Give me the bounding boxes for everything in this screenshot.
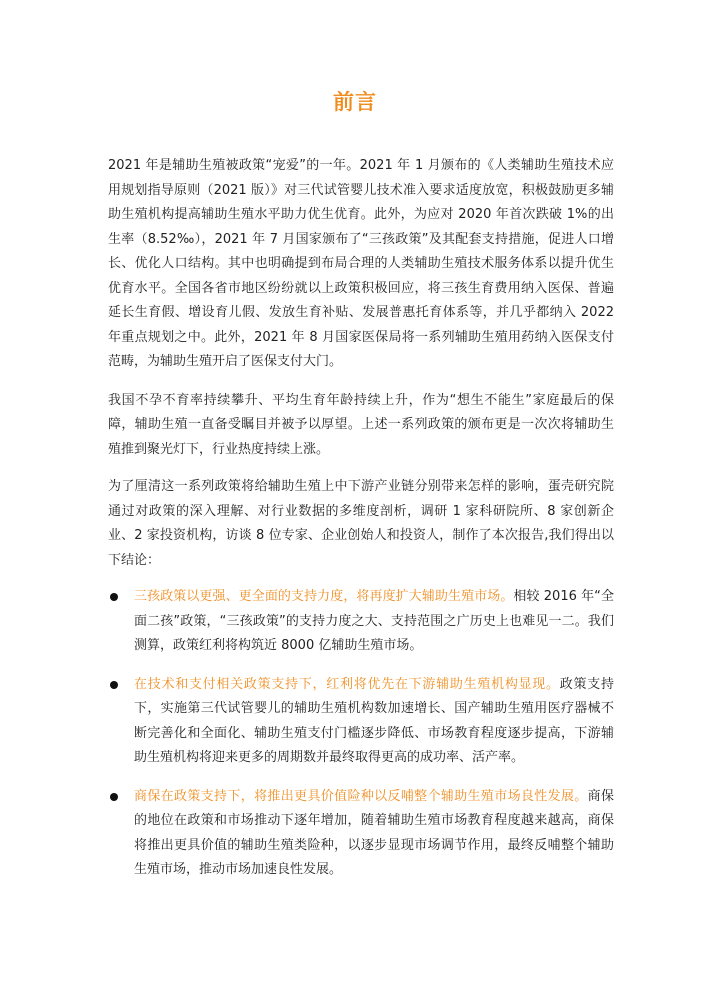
bullet-icon xyxy=(110,593,118,601)
conclusion-highlight: 在技术和支付相关政策支持下，红利将优先在下游辅助生殖机构显现。 xyxy=(134,676,560,692)
page-title: 前言 xyxy=(333,90,377,114)
conclusion-list xyxy=(108,585,614,883)
paragraph-market-background: 我国不孕不育率持续攀升、平均生育年龄持续上升，作为“想生不能生”家庭最后的保障，辅助生殖一直备受瞩目并被予以厚望。上述一系列政策的颁布更是一次次将辅助生殖推到聚光灯下，行业热度持续上涨。 xyxy=(108,392,614,457)
preface-body xyxy=(108,154,614,897)
paragraph-research-method: 为了厘清这一系列政策将给辅助生殖上中下游产业链分别带来怎样的影响，蛋壳研究院通过对政策的深入理解、对行业数据的多维度剖析，调研 1 家科研院所、8 家创新企业、2 家投资机构，访谈 8 位专家、企业创始人和投资人，制作了本次报告,我们得出以下结论： xyxy=(108,479,614,568)
bullet-icon xyxy=(110,793,118,801)
list-item xyxy=(108,785,614,883)
conclusion-text: 商保的地位在政策和市场推动下逐年增加，随着辅助生殖市场教育程度越来越高，商保将推出更具价值的辅助生殖类险种，以逐步显现市场调节作用，最终反哺整个辅助生殖市场，推动市场加速良性发展。 xyxy=(134,788,614,877)
conclusion-text: 政策支持下，实施第三代试管婴儿的辅助生殖机构数加速增长、国产辅助生殖用医疗器械不断完善化和全面化、辅助生殖支付门槛逐步降低、市场教育程度逐步提高，下游辅助生殖机构将迎来更多的周期数并最终取得更高的成功率、活产率。 xyxy=(134,676,614,765)
bullet-icon xyxy=(110,681,118,689)
conclusion-highlight: 商保在政策支持下，将推出更具价值险种以反哺整个辅助生殖市场良性发展。 xyxy=(134,788,588,804)
conclusion-text: 相较 2016 年“全面二孩”政策，“三孩政策”的支持力度之大、支持范围之广历史上也难见一二。我们测算，政策红利将构筑近 8000 亿辅助生殖市场。 xyxy=(134,589,614,653)
list-item xyxy=(108,673,614,771)
paragraph-policy-overview: 2021 年是辅助生殖被政策“宠爱”的一年。2021 年 1 月颁布的《人类辅助生殖技术应用规划指导原则（2021 版）》对三代试管婴儿技术准入要求适度放宽，积极鼓励更多辅助生殖机构提高辅助生殖水平助力优生优育。此外，为应对 2020 年首次跌破 1%的出生率（8.52‰），2021 年 7 月国家颁布了“三孩政策”及其配套支持措施，促进人口增长、优化人口结构。其中也明确提到布局合理的人类辅助生殖技术服务体系以提升优生优育水平。全国各省市地区纷纷就以上政策积极回应，将三孩生育费用纳入医保、普遍延长生育假、增设育儿假、发放生育补贴、发展普惠托育体系等，并几乎都纳入 2022 年重点规划之中。此外，2021 年 8 月国家医保局将一系列辅助生殖用药纳入医保支付范畴，为辅助生殖开启了医保支付大门。 xyxy=(108,158,614,369)
list-item xyxy=(108,585,614,659)
conclusion-highlight: 三孩政策以更强、更全面的支持力度，将再度扩大辅助生殖市场。 xyxy=(134,589,514,604)
